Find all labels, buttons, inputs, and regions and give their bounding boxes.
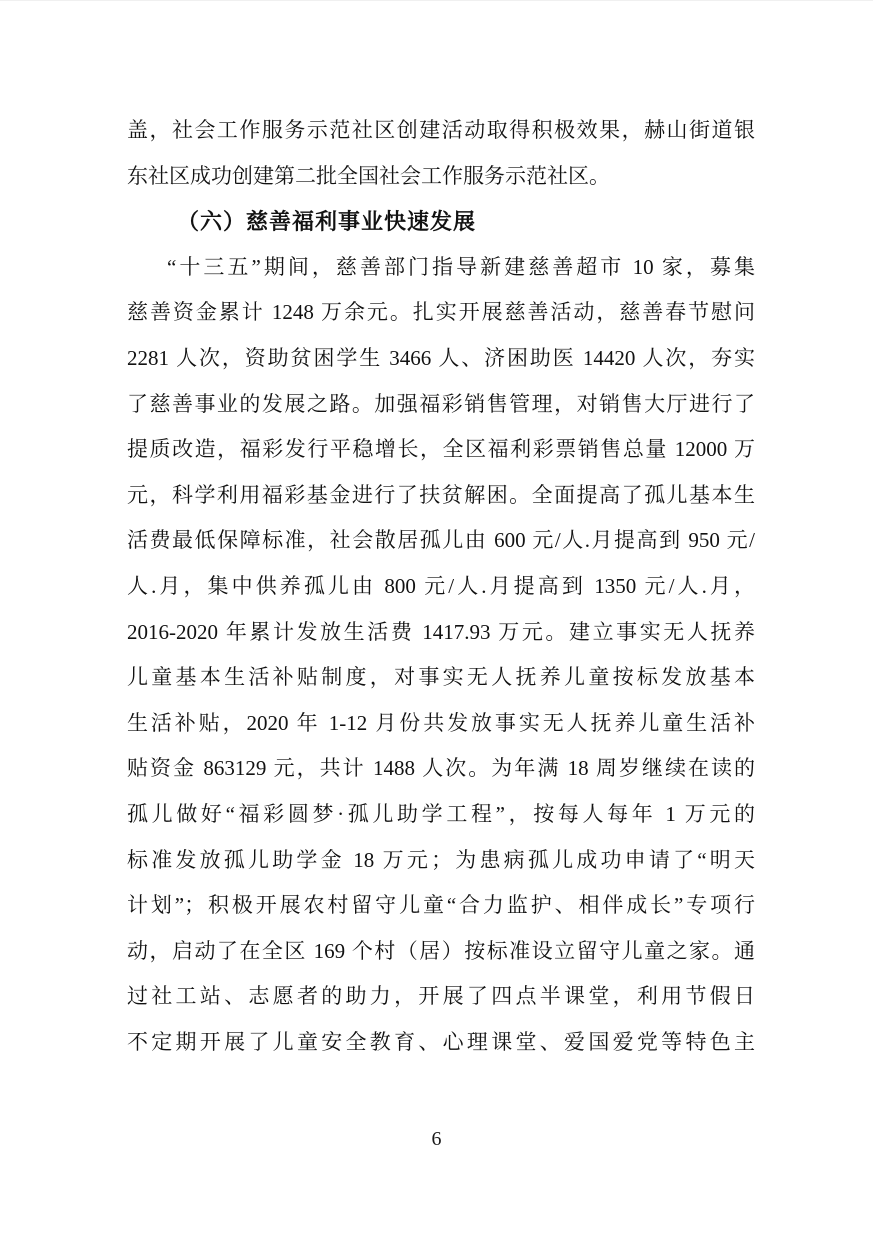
document-text-block (127, 108, 755, 1065)
page-number: 6 (431, 1128, 442, 1150)
text-line: 计划”；积极开展农村留守儿童“合力监护、相伴成长”专项行 (127, 893, 755, 918)
text-line: “十三五”期间，慈善部门指导新建慈善超市 10 家，募集 (167, 254, 755, 279)
text-line: 动，启动了在全区 169 个村（居）按标准设立留守儿童之家。通 (127, 938, 755, 963)
text-line: 2016-2020 年累计发放生活费 1417.93 万元。建立事实无人抚养 (127, 619, 755, 644)
text-line: 2281 人次，资助贫困学生 3466 人、济困助医 14420 人次，夯实 (127, 345, 755, 370)
section-heading: （六）慈善福利事业快速发展 (177, 209, 477, 235)
text-line: 东社区成功创建第二批全国社会工作服务示范社区。 (127, 163, 610, 188)
text-line: 生活补贴，2020 年 1-12 月份共发放事实无人抚养儿童生活补 (127, 710, 755, 735)
text-line: 人.月，集中供养孤儿由 800 元/人.月提高到 1350 元/人.月， (127, 573, 755, 598)
text-line: 过社工站、志愿者的助力，开展了四点半课堂，利用节假日 (127, 984, 755, 1009)
text-line: 提质改造，福彩发行平稳增长，全区福利彩票销售总量 12000 万 (127, 437, 755, 462)
text-line: 标准发放孤儿助学金 18 万元；为患病孤儿成功申请了“明天 (127, 847, 755, 872)
text-line: 慈善资金累计 1248 万余元。扎实开展慈善活动，慈善春节慰问 (127, 300, 755, 325)
text-line: 儿童基本生活补贴制度，对事实无人抚养儿童按标发放基本 (127, 665, 755, 690)
text-line: 贴资金 863129 元，共计 1488 人次。为年满 18 周岁继续在读的 (127, 756, 755, 781)
text-line: 了慈善事业的发展之路。加强福彩销售管理，对销售大厅进行了 (127, 391, 755, 416)
text-line: 盖，社会工作服务示范社区创建活动取得积极效果，赫山街道银 (127, 118, 755, 142)
text-line: 活费最低保障标准，社会散居孤儿由 600 元/人.月提高到 950 元/ (127, 528, 755, 553)
text-line: 不定期开展了儿童安全教育、心理课堂、爱国爱党等特色主 (127, 1029, 755, 1054)
text-line: 元，科学利用福彩基金进行了扶贫解困。全面提高了孤儿基本生 (127, 482, 755, 507)
text-line: 孤儿做好“福彩圆梦·孤儿助学工程”，按每人每年 1 万元的 (127, 801, 755, 826)
